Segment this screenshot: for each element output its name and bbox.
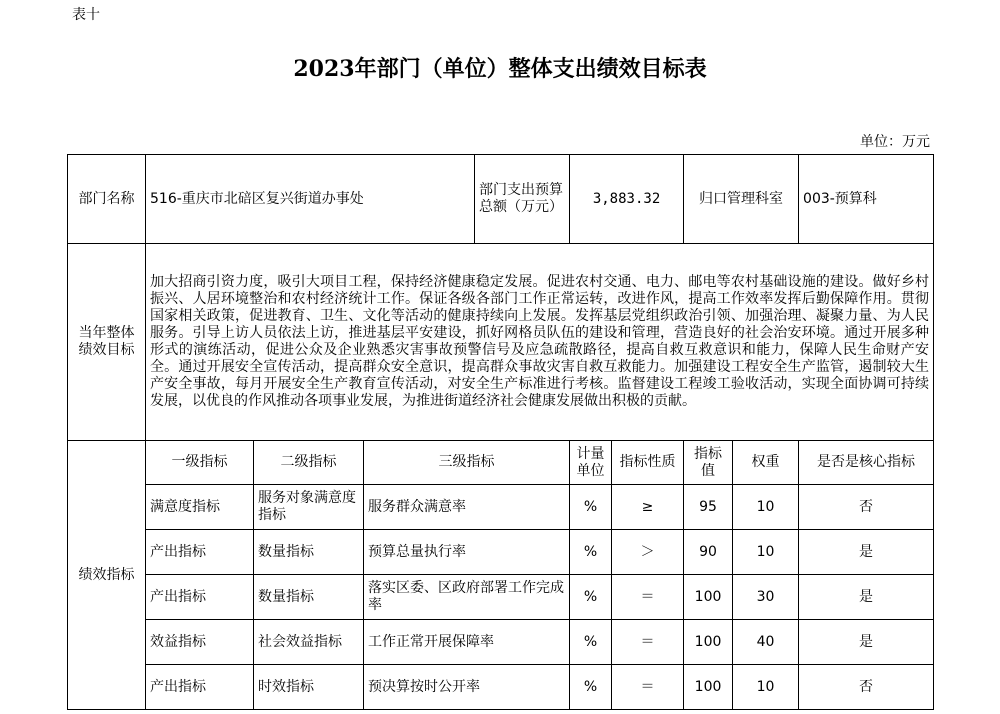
row-nature: ≥ <box>612 485 684 530</box>
row-level1: 满意度指标 <box>146 485 254 530</box>
row-level1: 效益指标 <box>146 620 254 665</box>
row-core: 是 <box>799 620 934 665</box>
row-value: 90 <box>684 530 733 575</box>
unit-label: 单位：万元 <box>860 134 930 150</box>
table-number-tag: 表十 <box>72 7 100 23</box>
table-row <box>68 665 934 710</box>
row-level1: 产出指标 <box>146 575 254 620</box>
row-value: 100 <box>684 620 733 665</box>
row-nature: ＝ <box>612 575 684 620</box>
row-weight: 10 <box>733 665 799 710</box>
performance-target-table <box>67 154 934 710</box>
office-value: 003-预算科 <box>799 155 934 244</box>
header-nature: 指标性质 <box>612 441 684 485</box>
goal-label: 当年整体绩效目标 <box>68 244 146 441</box>
indicator-header-row <box>68 441 934 485</box>
row-level3: 落实区委、区政府部署工作完成率 <box>364 575 570 620</box>
row-level1: 产出指标 <box>146 530 254 575</box>
row-level2: 服务对象满意度指标 <box>254 485 364 530</box>
row-unit: % <box>570 485 612 530</box>
row-level3: 预决算按时公开率 <box>364 665 570 710</box>
table-row <box>68 530 934 575</box>
indicators-label: 绩效指标 <box>68 441 146 710</box>
row-core: 是 <box>799 530 934 575</box>
row-weight: 10 <box>733 530 799 575</box>
goal-text: 加大招商引资力度，吸引大项目工程，保持经济健康稳定发展。促进农村交通、电力、邮电等农村基础设施的建设。做好乡村振兴、人居环境整治和农村经济统计工作。保证各级各部门工作正常运转，改进作风，提高工作效率发挥后勤保障作用。贯彻国家相关政策，促进教育、卫生、文化等活动的健康持续向上发展。发挥基层党组织政治引领、加强治理、凝聚力量、为人民服务。引导上访人员依法上访，推进基层平安建设，抓好网格员队伍的建设和管理，营造良好的社会治安环境。通过开展多种形式的演练活动，促进公众及企业熟悉灾害事故预警信号及应急疏散路径，提高自救互救意识和能力，保障人民生命财产安全。通过开展安全宣传活动，提高群众安全意识，提高群众事故灾害自救互救能力。加强建设工程安全生产监管，遏制较大生产安全事故，每月开展安全生产教育宣传活动，对安全生产标准进行考核。监督建设工程竣工验收活动，实现全面协调可持续发展，以优良的作风推动各项事业发展，为推进街道经济社会健康发展做出积极的贡献。 <box>146 244 934 441</box>
header-value: 指标值 <box>684 441 733 485</box>
table-row <box>68 620 934 665</box>
row-weight: 10 <box>733 485 799 530</box>
row-level2: 数量指标 <box>254 530 364 575</box>
budget-value: 3,883.32 <box>570 155 684 244</box>
row-value: 100 <box>684 665 733 710</box>
header-weight: 权重 <box>733 441 799 485</box>
row-level3: 工作正常开展保障率 <box>364 620 570 665</box>
page-title: 2023年部门（单位）整体支出绩效目标表 <box>293 56 707 82</box>
table-row <box>68 575 934 620</box>
office-label: 归口管理科室 <box>684 155 799 244</box>
header-level1: 一级指标 <box>146 441 254 485</box>
row-level2: 时效指标 <box>254 665 364 710</box>
dept-name-label: 部门名称 <box>68 155 146 244</box>
row-nature: ＝ <box>612 620 684 665</box>
header-level2: 二级指标 <box>254 441 364 485</box>
budget-label: 部门支出预算总额（万元） <box>475 155 570 244</box>
dept-name-value: 516-重庆市北碚区复兴街道办事处 <box>146 155 475 244</box>
row-level2: 数量指标 <box>254 575 364 620</box>
goal-row <box>68 244 934 441</box>
row-weight: 40 <box>733 620 799 665</box>
row-core: 是 <box>799 575 934 620</box>
dept-row <box>68 155 934 244</box>
row-unit: % <box>570 620 612 665</box>
row-unit: % <box>570 665 612 710</box>
header-level3: 三级指标 <box>364 441 570 485</box>
row-nature: ＞ <box>612 530 684 575</box>
row-level3: 预算总量执行率 <box>364 530 570 575</box>
row-value: 95 <box>684 485 733 530</box>
row-unit: % <box>570 530 612 575</box>
row-weight: 30 <box>733 575 799 620</box>
header-unit: 计量单位 <box>570 441 612 485</box>
row-value: 100 <box>684 575 733 620</box>
header-core: 是否是核心指标 <box>799 441 934 485</box>
row-level1: 产出指标 <box>146 665 254 710</box>
row-unit: % <box>570 575 612 620</box>
row-nature: ＝ <box>612 665 684 710</box>
row-core: 否 <box>799 485 934 530</box>
row-level3: 服务群众满意率 <box>364 485 570 530</box>
row-level2: 社会效益指标 <box>254 620 364 665</box>
row-core: 否 <box>799 665 934 710</box>
table-row <box>68 485 934 530</box>
